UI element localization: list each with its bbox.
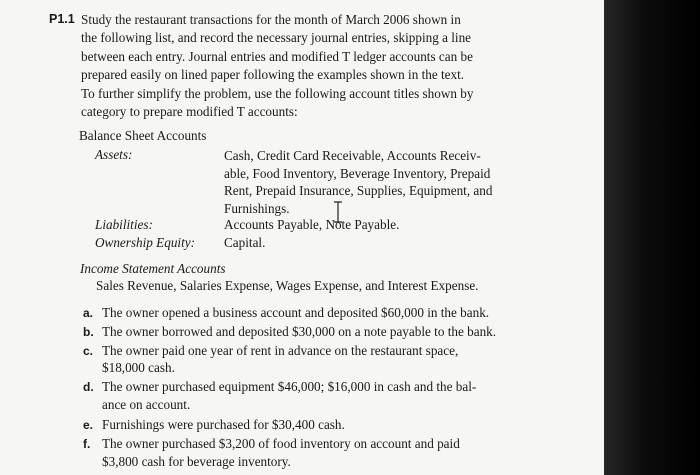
assets-line: Cash, Credit Card Receivable, Accounts Receiv- <box>224 148 481 163</box>
intro-line: the following list, and record the necessary journal entries, skipping a line <box>81 30 472 46</box>
text-cursor-icon <box>333 201 343 223</box>
transaction-text: The owner borrowed and deposited $30,000 on a note payable to the bank. <box>102 324 497 339</box>
income-statement-accounts: Sales Revenue, Salaries Expense, Wages Expense, and Interest Expense. <box>96 278 479 293</box>
transaction-text: The owner paid one year of rent in advance on the restaurant space, <box>102 343 459 358</box>
assets-list <box>224 147 492 217</box>
assets-line: able, Food Inventory, Beverage Inventory, Prepaid <box>224 165 491 181</box>
assets-line: Rent, Prepaid Insurance, Supplies, Equipment, and <box>224 183 493 199</box>
transaction-label: b. <box>83 325 94 339</box>
intro-line: category to prepare modified T accounts: <box>81 104 298 120</box>
transaction-text: The owner opened a business account and deposited $60,000 in the bank. <box>102 305 490 320</box>
transaction-label: d. <box>83 380 94 394</box>
transaction-text: Furnishings were purchased for $30,400 cash. <box>102 417 345 432</box>
balance-sheet-heading: Balance Sheet Accounts <box>79 128 207 143</box>
transaction-text-cont: $18,000 cash. <box>102 360 175 375</box>
transaction-label: c. <box>83 344 94 358</box>
transaction-text-cont: ance on account. <box>102 397 191 412</box>
problem-intro <box>81 11 473 121</box>
transaction-label: f. <box>83 437 91 451</box>
problem-number: P1.1 <box>49 12 75 26</box>
intro-line: Study the restaurant transactions for the month of March 2006 shown in <box>81 12 461 27</box>
liabilities-label: Liabilities: <box>95 217 153 232</box>
assets-line: Furnishings. <box>224 200 290 216</box>
assets-label: Assets: <box>95 147 133 162</box>
transaction-label: a. <box>83 306 94 320</box>
transaction-label: e. <box>83 418 94 432</box>
liabilities-value: Accounts Payable, Note Payable. <box>224 217 400 232</box>
transaction-text: The owner purchased equipment $46,000; $16,000 in cash and the bal- <box>102 379 477 394</box>
income-statement-heading: Income Statement Accounts <box>80 261 226 276</box>
dark-background-edge <box>604 0 700 475</box>
intro-line: To further simplify the problem, use the following account titles shown by <box>81 85 474 101</box>
intro-line: between each entry. Journal entries and modified T ledger accounts can be <box>81 48 473 64</box>
equity-label: Ownership Equity: <box>95 235 195 250</box>
transaction-text: The owner purchased $3,200 of food inventory on account and paid <box>102 436 460 451</box>
equity-value: Capital. <box>224 235 266 250</box>
transaction-text-cont: $3,800 cash for beverage inventory. <box>102 454 291 469</box>
intro-line: prepared easily on lined paper following the examples shown in the text. <box>81 67 465 83</box>
